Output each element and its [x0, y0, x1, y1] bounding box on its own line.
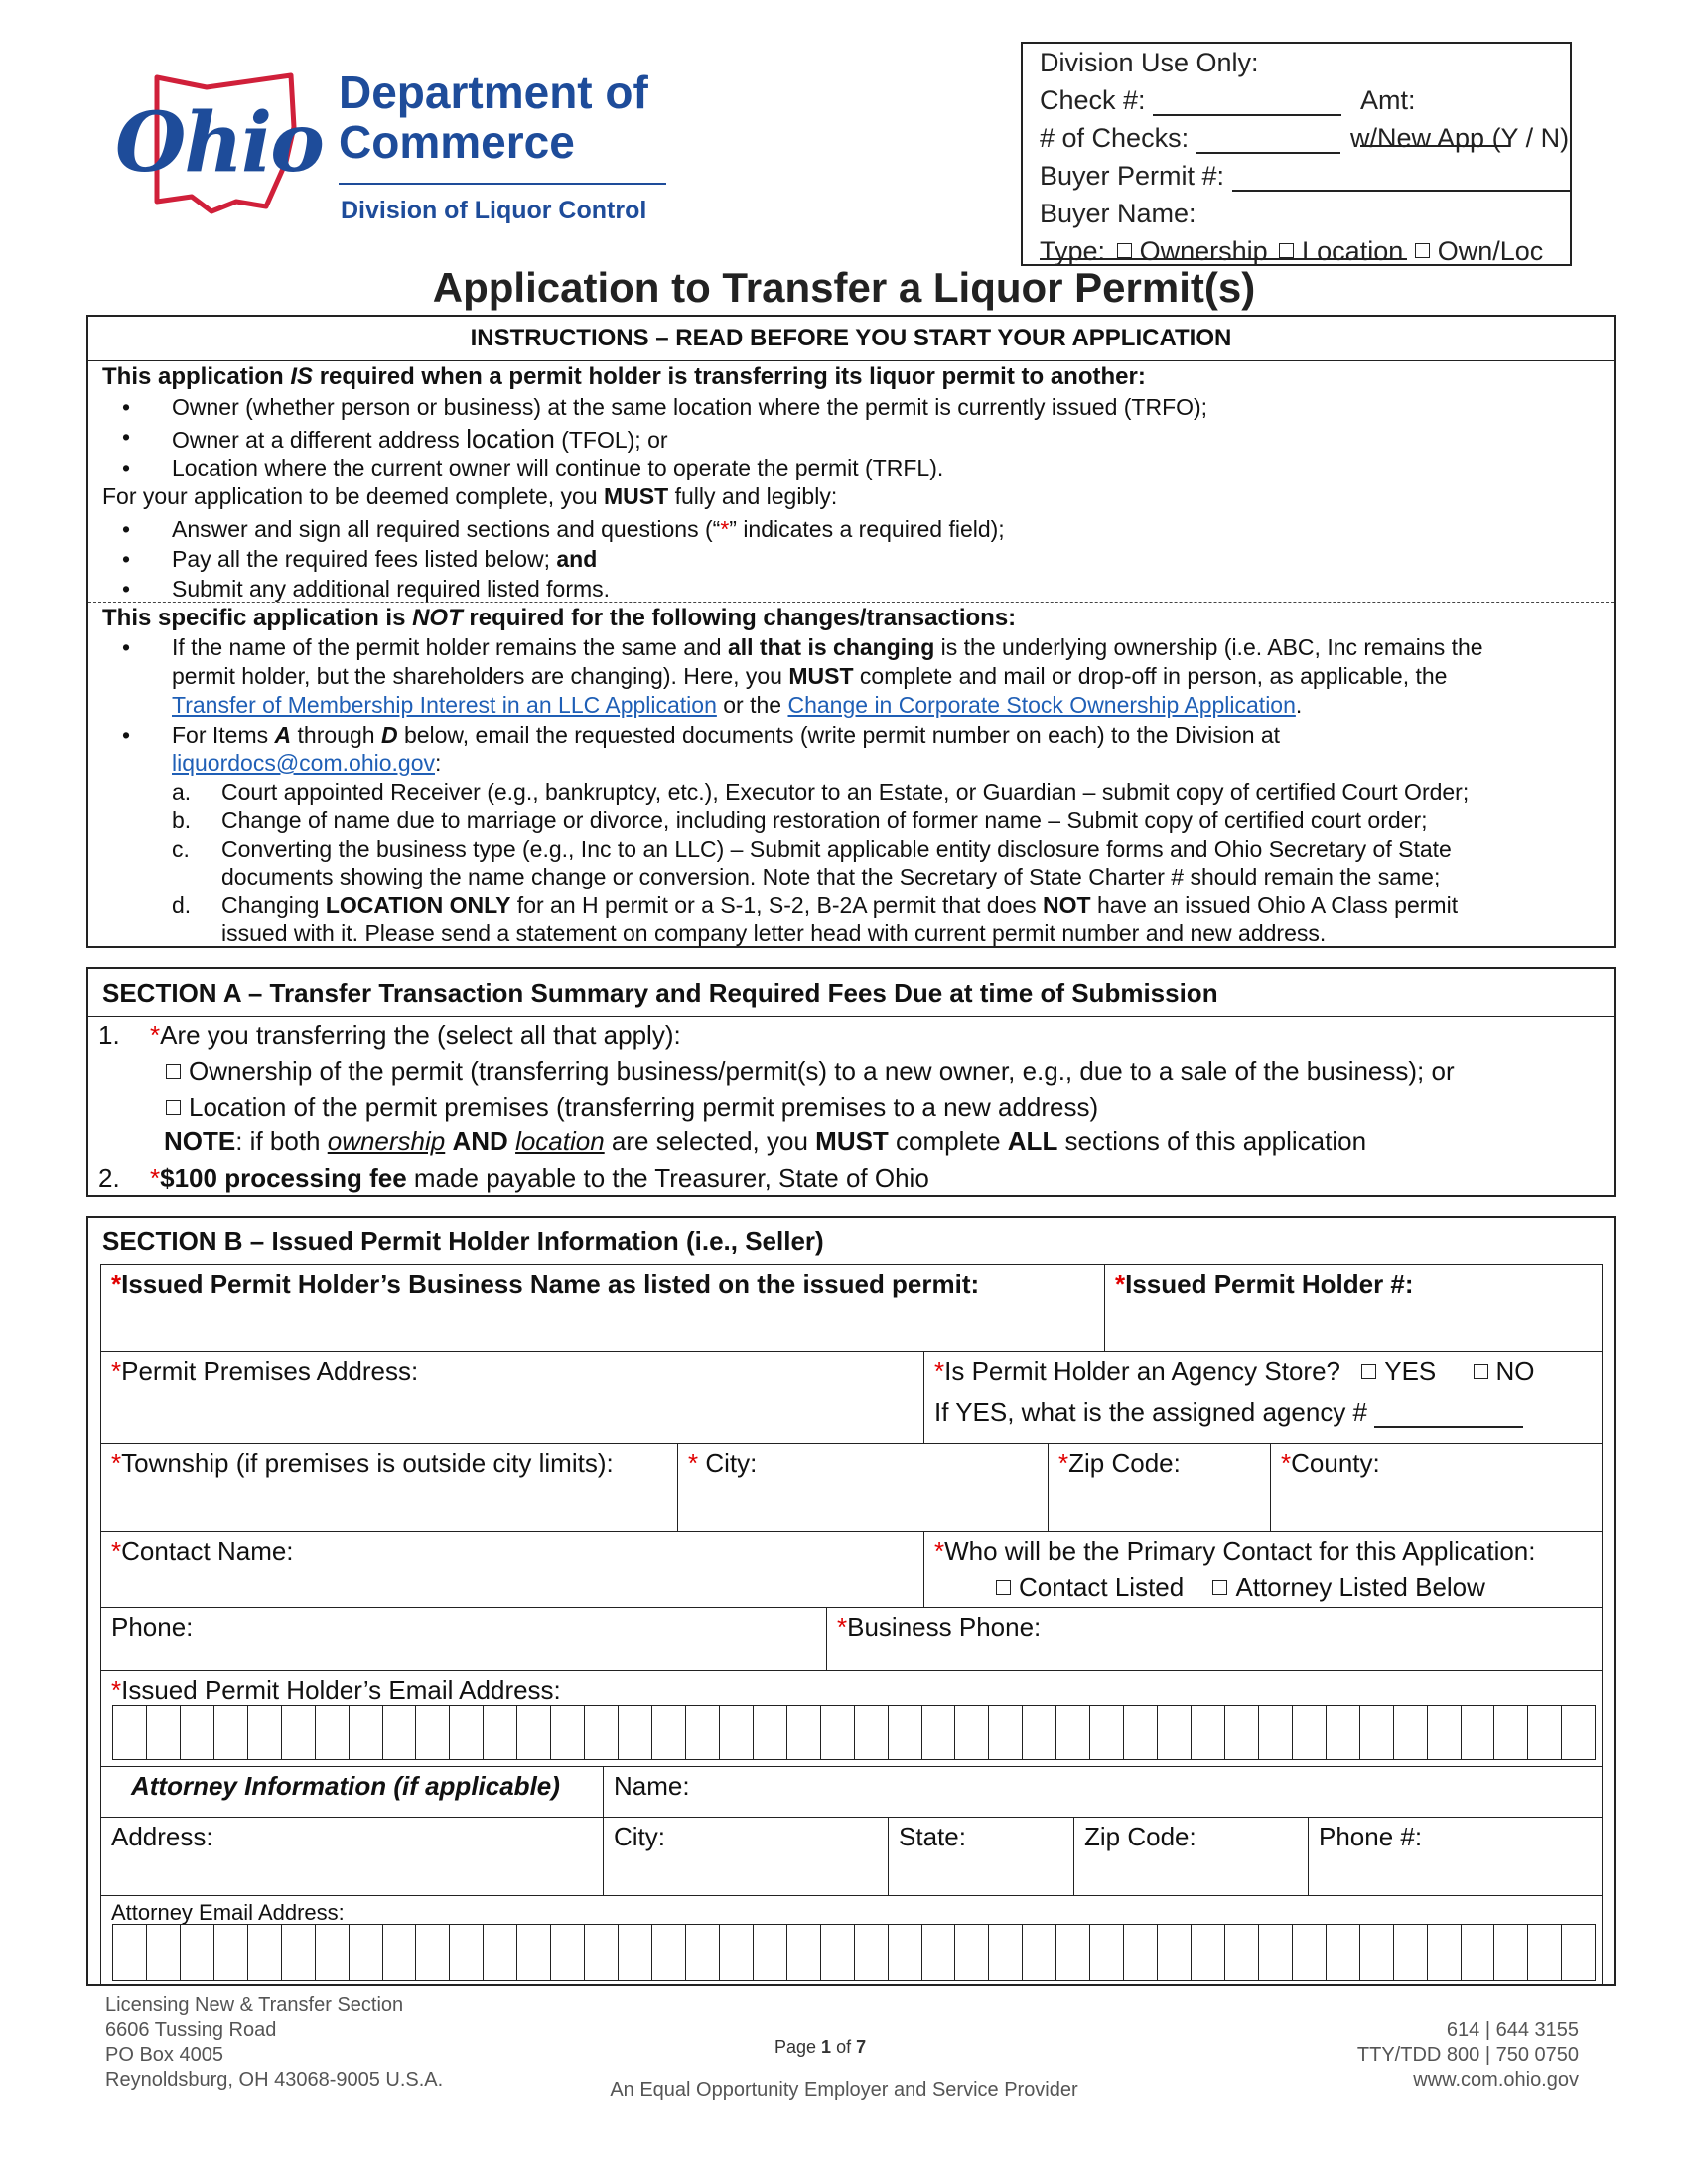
new-app-label: w/New App (Y / N) — [1350, 123, 1570, 153]
agency-no-label: NO — [1495, 1356, 1535, 1386]
attorney-city-label: City: — [614, 1822, 665, 1851]
attorney-name-field[interactable] — [603, 1766, 1603, 1818]
item-d: d. Changing LOCATION ONLY for an H permit or a S-1, S-2, B-2A permit that does NOT have an issued Ohio A Class permit issued with it. Please send a statement on company letter head with current permit number and new address. — [172, 892, 1459, 946]
email-label: Issued Permit Holder’s Email Address: — [121, 1675, 561, 1705]
item-c: c. Converting the business type (e.g., Inc to an LLC) – Submit applicable entity disclosure forms and Ohio Secretary of State documents showing the name change or conversion. Note that the Secretary of State Charter # should remain the same; — [172, 836, 1452, 889]
header-divider — [339, 183, 666, 185]
township-field[interactable]: *Township (if premises is outside city limits): — [100, 1443, 678, 1532]
agency-no-checkbox[interactable] — [1474, 1364, 1488, 1379]
instructions-p3: This specific application is NOT required for the following changes/transactions: — [102, 605, 1017, 631]
dept-line1: Department of — [339, 67, 648, 118]
instructions-heading: INSTRUCTIONS – READ BEFORE YOU START YOUR APPLICATION — [88, 317, 1614, 361]
business-phone-label: Business Phone: — [847, 1612, 1042, 1642]
attorney-heading-cell — [100, 1766, 604, 1818]
attorney-email-char-grid[interactable] — [112, 1924, 1596, 1981]
attorney-address-label: Address: — [111, 1822, 213, 1851]
bullet-1: • Owner (whether person or business) at the same location where the permit is currently issued (TRFO); — [122, 394, 1208, 420]
primary-contact-label: Who will be the Primary Contact for this Application: — [944, 1536, 1536, 1566]
buyer-permit-field[interactable] — [1232, 166, 1570, 192]
holder-number-label: Issued Permit Holder #: — [1125, 1269, 1414, 1298]
premises-address-label: Permit Premises Address: — [121, 1356, 419, 1386]
bullet-8: • For Items A through D below, email the requested documents (write permit number on each) to the Division at liquordocs@com.ohio.gov: — [122, 722, 1281, 776]
buyer-name-label: Buyer Name: — [1040, 199, 1196, 228]
agency-number-field[interactable] — [1374, 1402, 1523, 1428]
attorney-zip-field[interactable] — [1073, 1817, 1309, 1896]
phone-field[interactable] — [100, 1607, 827, 1671]
page-number: Page 1 of 7 — [774, 2037, 867, 2057]
attorney-state-label: State: — [899, 1822, 966, 1851]
contact-listed-checkbox[interactable] — [996, 1580, 1011, 1595]
section-a-note: NOTE: if both ownership AND location are selected, you MUST complete ALL sections of this application — [164, 1126, 1367, 1156]
business-name-field[interactable]: *Issued Permit Holder’s Business Name as listed on the issued permit: — [100, 1264, 1105, 1352]
option-ownership: Ownership of the permit (transferring business/permit(s) to a new owner, e.g., due to a sale of the business); or — [162, 1056, 1455, 1087]
question-1: 1. *Are you transferring the (select all that apply): — [98, 1021, 681, 1050]
option-location: Location of the permit premises (transferring permit premises to a new address) — [162, 1092, 1098, 1123]
buyer-permit-label: Buyer Permit #: — [1040, 161, 1225, 191]
item-b: b. Change of name due to marriage or divorce, including restoration of former name – Submit copy of certified court order; — [172, 807, 1428, 833]
footer-contact: 614 | 644 3155 TTY/TDD 800 | 750 0750 www.com.ohio.gov — [1356, 2019, 1579, 2091]
type-ownership-label: Ownership — [1139, 236, 1268, 266]
ownership-checkbox[interactable] — [166, 1064, 181, 1079]
instructions-p1: This application IS required when a permit holder is transferring its liquor permit to another: — [102, 363, 1146, 390]
attorney-heading: Attorney Information (if applicable) — [131, 1771, 560, 1801]
num-checks-label: # of Checks: — [1040, 123, 1190, 153]
amt-label: Amt: — [1360, 85, 1416, 115]
type-ownloc-checkbox[interactable] — [1415, 243, 1430, 258]
primary-contact-cell: *Who will be the Primary Contact for this Application: Contact Listed Attorney Listed Below — [923, 1531, 1603, 1608]
logo-script-text: Ohio — [115, 95, 323, 191]
attorney-listed-label: Attorney Listed Below — [1235, 1572, 1485, 1602]
bullet-2: • Owner at a different address location (TFOL); or — [122, 424, 668, 454]
contact-listed-label: Contact Listed — [1019, 1572, 1185, 1602]
email-cell: *Issued Permit Holder’s Email Address: — [100, 1670, 1603, 1767]
bullet-4: • Answer and sign all required sections and questions (“*” indicates a required field); — [122, 516, 1005, 542]
type-ownership-checkbox[interactable] — [1117, 243, 1132, 258]
attorney-name-label: Name: — [614, 1771, 690, 1801]
section-b-heading: SECTION B – Issued Permit Holder Information (i.e., Seller) — [102, 1226, 824, 1256]
attorney-address-field[interactable] — [100, 1817, 604, 1896]
type-location-checkbox[interactable] — [1279, 243, 1294, 258]
equal-opportunity-text: An Equal Opportunity Employer and Service Provider — [610, 2079, 1078, 2101]
type-location-label: Location — [1302, 236, 1404, 266]
attorney-city-field[interactable] — [603, 1817, 889, 1896]
page-title: Application to Transfer a Liquor Permit(s) — [432, 264, 1256, 311]
corporate-stock-application-link[interactable]: Change in Corporate Stock Ownership Application — [787, 692, 1296, 718]
division-name: Division of Liquor Control — [341, 197, 647, 224]
agency-yes-checkbox[interactable] — [1361, 1364, 1376, 1379]
attorney-phone-label: Phone #: — [1319, 1822, 1423, 1851]
attorney-state-field[interactable] — [888, 1817, 1074, 1896]
attorney-email-label: Attorney Email Address: — [111, 1900, 345, 1925]
city-label: City: — [698, 1448, 758, 1478]
instructions-box — [86, 315, 1616, 948]
footer-address: Licensing New & Transfer Section 6606 Tussing Road PO Box 4005 Reynoldsburg, OH 43068-9005 U.S.A. — [105, 1994, 444, 2091]
contact-name-field[interactable]: *Contact Name: — [100, 1531, 924, 1608]
liquordocs-email-link[interactable]: liquordocs@com.ohio.gov — [172, 751, 435, 776]
phone-label: Phone: — [111, 1612, 194, 1642]
llc-application-link[interactable]: Transfer of Membership Interest in an LLC Application — [172, 692, 717, 718]
instructions-p2: For your application to be deemed complete, you MUST fully and legibly: — [102, 483, 838, 509]
county-label: County: — [1291, 1448, 1380, 1478]
division-use-title: Division Use Only: — [1040, 48, 1259, 77]
premises-address-field[interactable]: *Permit Premises Address: — [100, 1351, 924, 1444]
bullet-7: • If the name of the permit holder remains the same and all that is changing is the underlying ownership (i.e. ABC, Inc remains the permit holder, but the shareholders are changing). Here, you MUST complete and mail or drop-off in person, as applicable, the Transfer of Membership Interest in an LLC Application or the Change in Corporate Stock Ownership Application. — [122, 634, 1483, 718]
holder-number-field[interactable]: *Issued Permit Holder #: — [1104, 1264, 1603, 1352]
zip-field[interactable]: *Zip Code: — [1048, 1443, 1271, 1532]
location-checkbox[interactable] — [166, 1100, 181, 1115]
division-use-box — [1021, 42, 1572, 266]
ohio-logo — [115, 68, 323, 216]
agency-number-label: If YES, what is the assigned agency # — [934, 1397, 1368, 1427]
bullet-3: • Location where the current owner will continue to operate the permit (TRFL). — [122, 455, 944, 480]
email-char-grid[interactable] — [112, 1705, 1596, 1760]
city-field[interactable]: * City: — [677, 1443, 1049, 1532]
section-a-heading: SECTION A – Transfer Transaction Summary and Required Fees Due at time of Submission — [88, 969, 1614, 1017]
business-name-label: Issued Permit Holder’s Business Name as listed on the issued permit: — [121, 1269, 980, 1298]
attorney-phone-field[interactable] — [1308, 1817, 1603, 1896]
bullet-5: • Pay all the required fees listed below; and — [122, 546, 598, 572]
township-label: Township (if premises is outside city limits): — [121, 1448, 614, 1478]
bullet-6: • Submit any additional required listed forms. — [122, 576, 611, 602]
attorney-zip-label: Zip Code: — [1084, 1822, 1196, 1851]
agency-yes-label: YES — [1384, 1356, 1437, 1386]
agency-store-label: Is Permit Holder an Agency Store? — [944, 1356, 1340, 1386]
attorney-listed-checkbox[interactable] — [1212, 1580, 1227, 1595]
agency-store-cell: *Is Permit Holder an Agency Store? YES NO If YES, what is the assigned agency # — [923, 1351, 1603, 1444]
county-field[interactable]: *County: — [1270, 1443, 1603, 1532]
type-label: Type: — [1040, 236, 1106, 266]
num-checks-field[interactable] — [1196, 128, 1340, 154]
instructions-dashed-divider — [88, 602, 1614, 603]
business-phone-field[interactable]: *Business Phone: — [826, 1607, 1603, 1671]
zip-label: Zip Code: — [1068, 1448, 1181, 1478]
dept-line2: Commerce — [339, 116, 575, 168]
question-2: 2. *$100 processing fee made payable to the Treasurer, State of Ohio — [98, 1163, 929, 1193]
check-num-field[interactable] — [1153, 90, 1341, 116]
section-a-box — [86, 967, 1616, 1197]
type-ownloc-label: Own/Loc — [1437, 236, 1544, 266]
contact-name-label: Contact Name: — [121, 1536, 294, 1566]
item-a: a. Court appointed Receiver (e.g., bankruptcy, etc.), Executor to an Estate, or Guardian – submit copy of certified Court Order; — [172, 779, 1470, 805]
check-num-label: Check #: — [1040, 85, 1146, 115]
